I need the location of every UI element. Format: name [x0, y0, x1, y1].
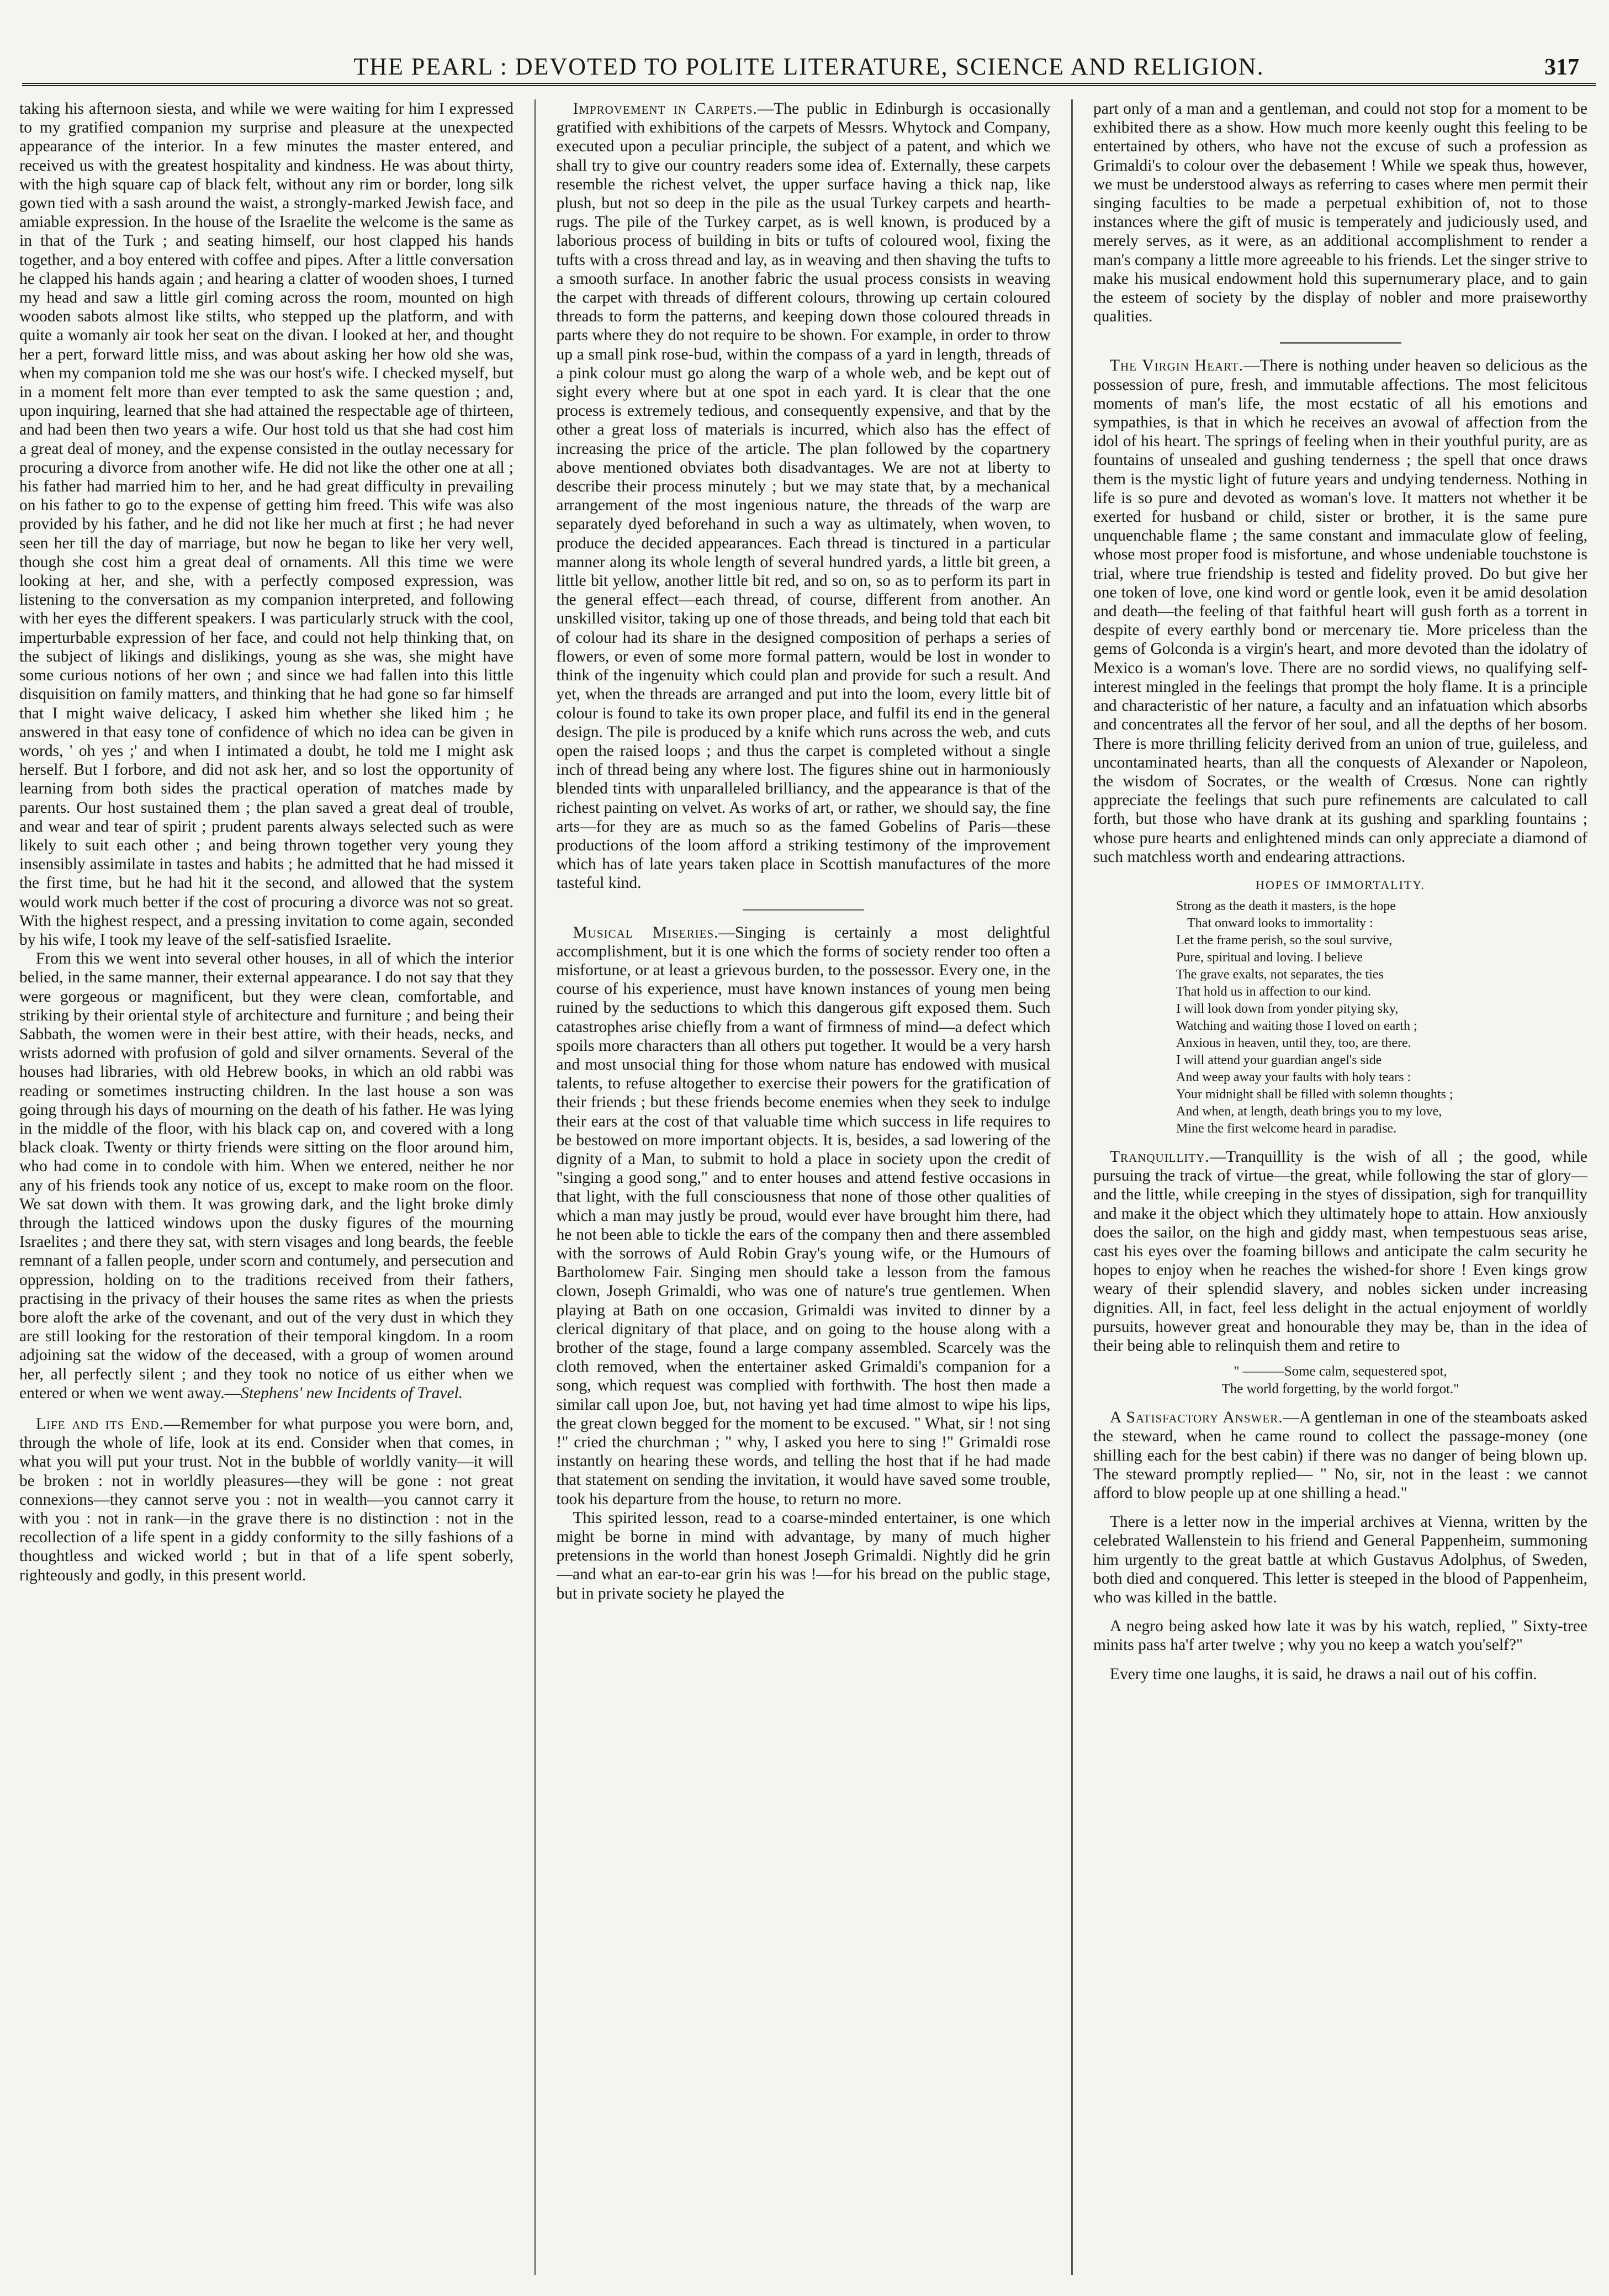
column-divider — [534, 99, 536, 2275]
poem-line: Your midnight shall be filled with solemn thoughts ; — [1176, 1087, 1453, 1102]
article-satisfactory-answer — [1093, 1408, 1587, 1503]
paragraph: Every time one laughs, it is said, he draws a nail out of his coffin. — [1110, 1665, 1537, 1683]
poem-line: I will attend your guardian angel's side — [1176, 1052, 1382, 1067]
article-tranquillity — [1093, 1147, 1587, 1398]
paragraph — [1093, 1408, 1587, 1503]
article-heading: A Satisfactory Answer. — [1110, 1409, 1283, 1427]
poem-line: Strong as the death it masters, is the hope — [1176, 898, 1396, 913]
paragraph — [19, 949, 514, 1403]
section-divider — [743, 909, 864, 911]
quotation — [1093, 1363, 1587, 1398]
paragraph — [1093, 356, 1587, 866]
article-text: —Singing is certainly a most delightful accomplishment, but it is one which the forms of society render too often a misfortune, or at least a grievous burden, to the possessor. Every one, in the course of his experience, must have known instances of young men being ruined by the seductions to which this dangerous gift exposed them. Such catastrophes arise chiefly from a want of firmness of mind—a defect which spoils more characters than all others put together. It would be a very harsh and most unsocial thing for those whom nature has endowed with musical talents, to refuse altogether to exercise their powers for the gratification of their friends ; but these friends become enemies when they seek to indulge their ears at the cost of that valuable time which success in life requires to be bestowed on more important objects. It is, besides, a sad lowering of the dignity of a Man, to submit to hold a place in society upon the credit of "singing a good song," and to enter houses and attend festive occasions in that light, with the full consciousness that none of those other qualities of which a man may justly be proud, would ever have brought him there, had he not been able to tickle the ears of the company then and there assembled with the sorrows of Auld Robin Gray's young wife, or the Humours of Bartholomew Fair. Singing men should take a lesson from the famous clown, Joseph Grimaldi, who was one of nature's true gentlemen. When playing at Bath on one occasion, Grimaldi was invited to dinner by a clerical dignitary of that place, and on going to the house along with a brother of the stage, found a large company assembled. Scarcely was the cloth removed, when the entertainer asked Grimaldi's companion for a song, which request was complied with forthwith. The host then made a similar call upon Joe, but, not having yet had time almost to wipe his lips, the great clown begged for the moment to be excused. " What, sir ! not sing !" cried the churchman ; " why, I asked you here to sing !" Grimaldi rose instantly on hearing these words, and telling the host that if he had made that statement on sending the invitation, it would have saved some trouble, took his departure from the house, to return no more. — [556, 923, 1051, 1508]
page-header — [22, 0, 1596, 83]
citation: Stephens' new Incidents of Travel. — [241, 1384, 463, 1402]
section-divider — [1280, 342, 1401, 344]
column-1 — [19, 99, 514, 2275]
poem-line: The grave exalts, not separates, the ties — [1176, 967, 1384, 982]
article-musical-miseries-cont — [1093, 99, 1587, 326]
article-heading: Musical Miseries. — [573, 923, 719, 941]
article-stephens — [19, 99, 514, 1403]
article-heading: Tranquillity. — [1110, 1147, 1210, 1166]
quotation-line: " ———Some calm, sequestered spot, — [1234, 1364, 1447, 1379]
paragraph — [557, 923, 1051, 1509]
paragraph-text: From this we went into several other houses, in all of which the interior belied, in the same manner, their external appearance. I do not say that they were gorgeous or magnificent, but they were clean, comfortable, and striking by their oriental style of architecture and furniture ; and being their Sabbath, the women were in their best attire, with their heads, necks, and wrists adorned with profusion of gold and silver ornaments. Several of the houses had libraries, with old Hebrew books, in which an old rabbi was reading or sometimes instructing children. In the last house a son was going through his days of mourning on the death of his father. He was lying in the middle of the floor, with his black cap on, and covered with a long black cloak. Twenty or thirty friends were sitting on the floor around him, who had come in to condole with him. When we entered, neither he nor any of his friends took any notice of us, except to make room on the floor. We sat down with them. It was growing dark, and the light broke dimly through the latticed windows upon the dusky figures of the mourning Israelites ; and there they sat, with stern visages and long beards, the feeble remnant of a fallen people, under scorn and contumely, and persecution and oppression, holding on to the traditions received from their fathers, practising in the privacy of their houses the same rites as when the priests bore aloft the arke of the covenant, and out of the very dust in which they are still looking for the restoration of their temporal kingdom. In a room adjoining sat the widow of the deceased, with a group of women around her, all perfectly silent ; and they took no notice of us either when we entered or when we went away.— — [19, 950, 514, 1402]
article-virgin-heart — [1093, 356, 1587, 866]
page-number: 317 — [1544, 55, 1579, 80]
column-3 — [1093, 99, 1587, 2275]
poem-line: And weep away your faults with holy tears : — [1176, 1070, 1411, 1084]
header-rule — [22, 83, 1596, 86]
article-heading: The Virgin Heart. — [1110, 357, 1244, 375]
article-text: —There is nothing under heaven so delicious as the possession of pure, fresh, and immutable affections. The most felicitous moments of man's life, the most ecstatic of all his emotions and sympathies, is that in which he receives an avowal of affection from the idol of his heart. The springs of feeling when in their youthful purity, are as fountains of unsealed and gushing tenderness ; the spell that once draws them is the mystic light of future years and undying tenderness. Nothing in life is so pure and devoted as woman's love. It matters not whether it be exerted for husband or child, sister or brother, it is the same pure unquenchable flame ; the same constant and immaculate glow of feeling, whose most proper food is misfortune, and whose undeniable touchstone is trial, where true friendship is tested and fidelity proved. Do but give her one token of love, one kind word or gentle look, even it be amid desolation and death—the feeling of that faithful heart will gush forth as a torrent in despite of every earthly bond or mercenary tie. More priceless than the gems of Golconda is a virgin's heart, and more devoted than the idolatry of Mexico is a woman's love. There are no sordid views, no qualifying self-interest mingled in the feelings that prompt the holy flame. It is a principle and characteristic of her nature, a faculty and an infatuation which absorbs and concentrates all the fervor of her soul, and all the depths of her bosom. There is more thrilling felicity derived from an union of true, guileless, and uncontaminated hearts, than all the conquests of Alexander or Napoleon, the wisdom of Socrates, or the wealth of Crœsus. None can rightly appreciate the feelings that such pure refinements are calculated to call forth, but those who have drank at its gushing and sparkling fountains ; whose pure hearts and enlightened minds can only appreciate a diamond of such matchless worth and endearing attractions. — [1093, 357, 1587, 866]
article-heading: Improvement in Carpets. — [573, 100, 758, 118]
paragraph: taking his afternoon siesta, and while we were waiting for him I expressed to my gratified companion my surprise and pleasure at the unexpected appearance of the interior. In a few minutes the master entered, and received us with the greatest hospitality and kindness. He was about thirty, with the high square cap of black felt, without any rim or border, long silk gown tied with a sash around the waist, a strongly-marked Jewish face, and amiable expression. In the house of the Israelite the welcome is the same as in that of the Turk ; and seating himself, our host clapped his hands together, and a boy entered with coffee and pipes. After a little conversation he clapped his hands again ; and hearing a clatter of wooden shoes, I turned my head and saw a little girl coming across the room, mounted on high wooden sabots almost like stilts, who stepped up the platform, and with quite a womanly air took her seat on the divan. I looked at her, and thought her a pert, forward little miss, and was about asking her how old she was, when my companion told me she was our host's wife. I checked myself, but in a moment felt more than ever tempted to ask the same question ; and, upon inquiring, learned that she had attained the respectable age of thirteen, and had been then two years a wife. Our host told us that she had cost him a great deal of money, and the expense consisted in the outlay necessary for procuring a divorce from another wife. He did not like the other one at all ; his father had married him to her, and he had great difficulty in prevailing on his father to go to the expense of getting him freed. This wife was also provided by his father, and he did not like her much at first ; he had never seen her till the day of marriage, but now he began to like her very well, though she cost him a great deal of ornaments. All this time we were looking at her, and she, with a perfectly composed expression, was listening to the conversation as my companion interpreted, and following with her eyes the different speakers. I was particularly struck with the cool, imperturbable expression of her face, and could not help thinking that, on the subject of likings and dislikings, young as she was, she might have some curious notions of her own ; and since we had fallen into this little disquisition on family matters, and thinking that he had gone so far himself that I might waive delicacy, I asked him whether she liked him ; he answered in that easy tone of confidence of which no idea can be given in words, ' oh yes ;' and when I intimated a doubt, he told me I might ask herself. But I forbore, and did not ask her, and so lost the opportunity of learning from both sides the practical operation of matches made by parents. Our host sustained them ; the plan saved a great deal of trouble, and wear and tear of spirit ; prudent parents always selected such as were likely to suit each other ; and being thrown together very young they insensibly assimilate in tastes and habits ; he admitted that he had missed it the first time, but he had hit it the second, and allowed that the system would work much better if the cost of procuring a divorce was not so great. With the highest respect, and a pressing invitation to come again, seconded by his wife, I took my leave of the self-satisfied Israelite. — [19, 100, 514, 949]
poem — [1093, 876, 1587, 1138]
poem-line: And when, at length, death brings you to my love, — [1176, 1104, 1442, 1119]
poem-line: I will look down from yonder pitying sky, — [1176, 1001, 1399, 1016]
running-title: THE PEARL : DEVOTED TO POLITE LITERATURE, SCIENCE AND RELIGION. — [353, 53, 1264, 80]
poem-line: Let the frame perish, so the soul survive, — [1176, 933, 1393, 948]
paragraph: There is a letter now in the imperial archives at Vienna, written by the celebrated Wallenstein to his friend and General Pappenheim, summoning him urgently to the great battle at which Gustavus Adolphus, of Sweden, both died and conquered. This letter is steeped in the blood of Pappenheim, who was killed in the battle. — [1093, 1513, 1587, 1606]
quotation-line: The world forgetting, by the world forgot." — [1221, 1382, 1459, 1397]
article-musical-miseries — [557, 923, 1051, 1603]
paragraph — [19, 1415, 514, 1585]
poem-line: Anxious in heaven, until they, too, are there. — [1176, 1035, 1411, 1050]
article-text: —A gentleman in one of the steamboats asked the steward, when he came round to collect the passage-money (one shilling each for the best cabin) if there was no danger of being blown up. The steward promptly replied— " No, sir, not in the least : we cannot afford to blow people up at one shilling a head." — [1093, 1409, 1587, 1502]
article-text: —The public in Edinburgh is occasionally gratified with exhibitions of the carpets of Messrs. Whytock and Company, executed upon a peculiar principle, the subject of a patent, and which we shall try to give our country readers some idea of. Externally, these carpets resemble the richest velvet, the upper surface having a thick nap, like plush, but not so deep in the pile as the usual Turkey carpets and hearth-rugs. The pile of the Turkey carpet, as is well known, is produced by a laborious process of building in bits or tufts of coloured wool, fixing the tufts with a cross thread and lay, as in weaving and then shaving the tufts to a smooth surface. In another fabric the usual process consists in weaving the carpet with threads of different colours, throwing up certain coloured threads to form the patterns, and keeping down those coloured threads in parts where they do not require to be shown. For example, in order to throw up a small pink rose-bud, within the compass of a yard in length, threads of a pink colour must go along the warp of a whole web, and be kept out of sight every where but at one spot in each yard. It is clear that the one process is extremely tedious, and consequently expensive, and that by the other a great loss of materials is incurred, which also has the effect of increasing the price of the article. The plan followed by the copartnery above mentioned obviates both disadvantages. We are not at liberty to describe their process minutely ; but we may state that, by a mechanical arrangement of the most ingenious nature, the threads of the warp are separately dyed beforehand in such a way as ultimately, when woven, to produce the decided appearances. Each thread is tinctured in a particular manner along its whole length of several hundred yards, a little bit green, a little bit yellow, another little bit red, and so on, so as to perform its part in the general effect—each thread, of course, different from another. An unskilled visitor, taking up one of those threads, and being told that each bit of colour had its share in the designed composition of perhaps a series of flowers, or even of some more formal pattern, would be lost in wonder to think of the ingenuity which could plan and provide for such a result. And yet, when the threads are arranged and put into the loom, every little bit of colour is found to take its own proper place, and fulfil its end in the general design. The pile is produced by a knife which runs across the web, and cuts open the raised loops ; and thus the carpet is completed without a single inch of thread being any where lost. The figures shine out in harmoniously blended tints with unparalleled brilliancy, and the appearance is that of the richest painting on velvet. As works of art, or rather, we should say, the fine arts—for they are as much so as the famed Gobelins of Paris—these productions of the loom afford a striking testimony of the improvement which has of late years taken place in Scottish manufactures of the more tasteful kind. — [556, 100, 1051, 892]
article-life-and-its-end — [19, 1415, 514, 1585]
paragraph: This spirited lesson, read to a coarse-minded entertainer, is one which might be borne in mind with advantage, by many of much higher pretensions in the world than honest Joseph Grimaldi. Nightly did he grin—and what an ear-to-ear grin his was !—for his bread on the public stage, but in private society he played the — [556, 1509, 1051, 1602]
paragraph: part only of a man and a gentleman, and could not stop for a moment to be exhibited there as a show. How much more keenly ought this feeling to be entertained by others, who have not the excuse of such a profession as Grimaldi's to colour over the debasement ! While we speak thus, however, we must be understood always as referring to cases where men permit their singing faculties to be made a perpetual exhibition of, not to those instances where the gift of music is temperately and judiciously used, and merely serves, as it were, as an additional accomplishment to render a man's company a little more agreeable to his friends. Let the singer strive to make his musical endowment hold this supernumerary place, and to gain the esteem of society by the display of nobler and more praiseworthy qualities. — [1093, 100, 1587, 326]
article-heading: Life and its End. — [36, 1415, 164, 1433]
article-carpets — [557, 99, 1051, 893]
paragraph — [557, 99, 1051, 893]
poem-line: That hold us in affection to our kind. — [1176, 984, 1371, 999]
article-text: —Remember for what purpose you were born, and, through the whole of life, look at its end. Consider when that comes, in what you will put your trust. Not in the bubble of worldly vanity—it will be broken : not in worldly pleasures—they will be gone : not great connexions—they cannot serve you : not in wealth—you cannot carry it with you : not in rank—in the grave there is no distinction : not in the recollection of a life spent in a giddy conformity to the silly fashions of a thoughtless and wicked world ; but in that of a life spent soberly, righteously and godly, in this present world. — [19, 1415, 514, 1584]
text-columns — [19, 99, 1587, 2281]
poem-line: Mine the first welcome heard in paradise. — [1176, 1121, 1397, 1136]
article-text: —Tranquillity is the wish of all ; the good, while pursuing the track of virtue—the great, while following the star of glory—and the little, while creeping in the styes of dissipation, sigh for tranquillity and make it the object which they ultimately hope to attain. How anxiously does the sailor, on the high and giddy mast, when tempestuous seas arise, cast his eyes over the foaming billows and anticipate the calm security he hopes to enjoy when he reaches the wished-for shore ! Even kings grow weary of their splendid slavery, and nobles sicken under increasing dignities. All, in fact, feel less delight in the actual enjoyment of worldly pursuits, however great and honourable they may be, than in the idea of their being able to relinquish them and retire to — [1093, 1147, 1587, 1355]
article-wallenstein-letter — [1093, 1512, 1587, 1607]
poem-line: Watching and waiting those I loved on earth ; — [1176, 1018, 1417, 1033]
column-2 — [557, 99, 1051, 2275]
paragraph — [1093, 1147, 1587, 1355]
article-laughing — [1093, 1665, 1587, 1684]
poem-line: That onward looks to immortality : — [1187, 916, 1373, 930]
paragraph: A negro being asked how late it was by his watch, replied, " Sixty-tree minits pass ha'f arter twelve ; why you no keep a watch you'self?" — [1093, 1617, 1587, 1654]
article-negro-watch — [1093, 1617, 1587, 1654]
poem-title: HOPES OF IMMORTALITY. — [1256, 877, 1425, 892]
poem-line: Pure, spiritual and loving. I believe — [1176, 950, 1363, 965]
column-divider — [1071, 99, 1073, 2275]
